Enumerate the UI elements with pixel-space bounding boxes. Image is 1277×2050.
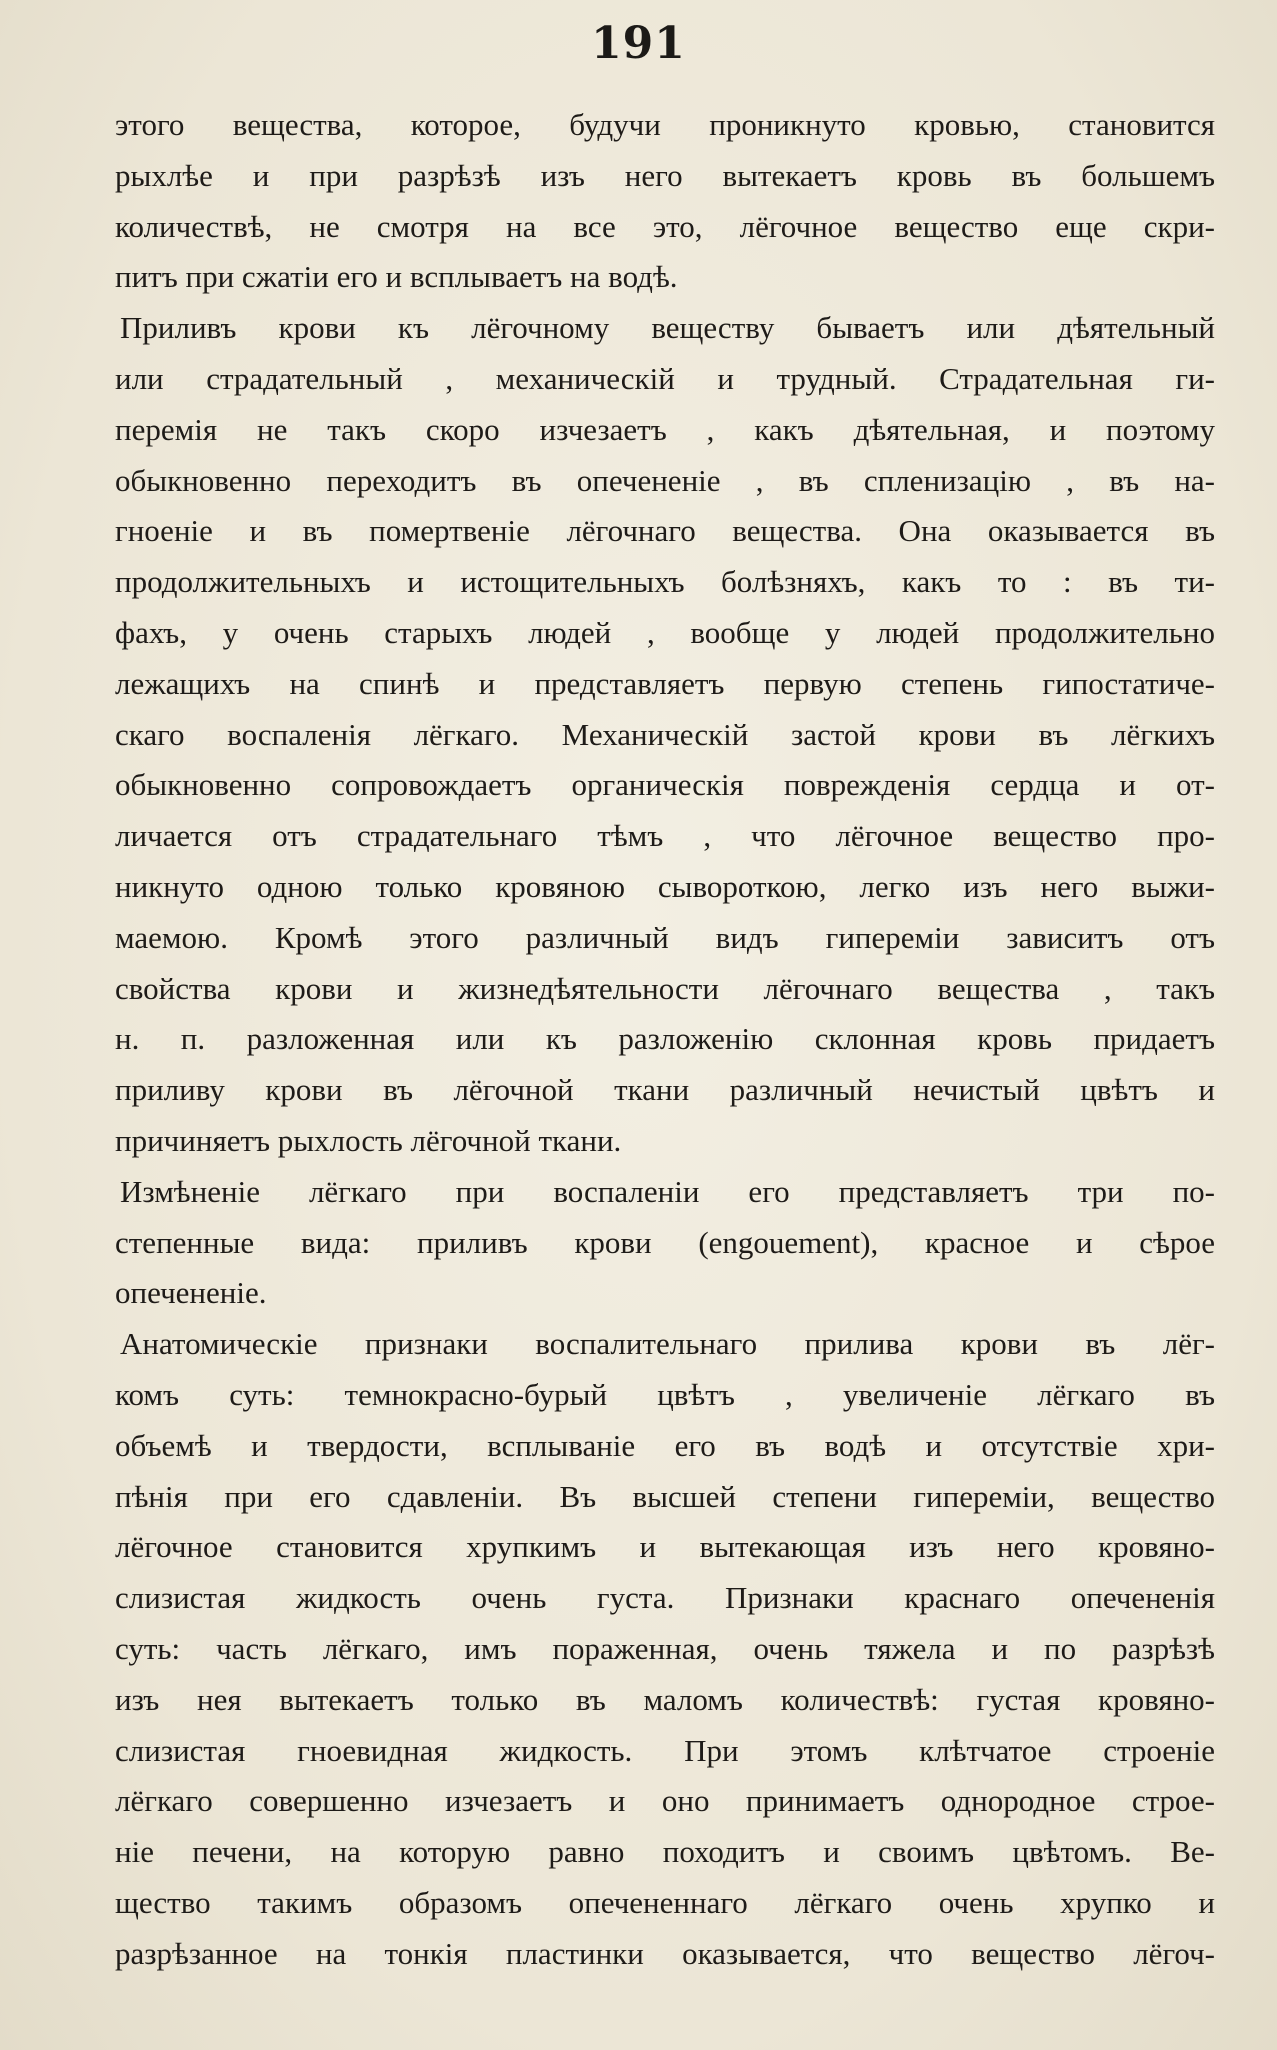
text-line: степенные вида: приливъ крови (engouement), красное и сѣрое [115,1224,1215,1260]
text-line: суть: часть лёгкаго, имъ пораженная, очень тяжела и по разрѣзѣ [115,1630,1215,1666]
text-line: лёгкаго совершенно изчезаетъ и оно принимаетъ однородное строе- [115,1783,1215,1819]
text-line: гноеніе и въ помертвеніе лёгочнаго вещества. Она оказывается въ [115,513,1215,549]
text-line: рыхлѣе и при разрѣзѣ изъ него вытекаетъ кровь въ большемъ [115,157,1215,193]
text-line: объемѣ и твердости, всплываніе его въ водѣ и отсутствіе хри- [115,1427,1215,1463]
text-line: разрѣзанное на тонкія пластинки оказывается, что вещество лёгоч- [115,1935,1215,1971]
text-line: питъ при сжатіи его и всплываетъ на водѣ. [115,259,678,295]
text-line: слизистая жидкость очень густа. Признаки краснаго опечененія [115,1580,1215,1616]
text-line: щество такимъ образомъ опечененнаго лёгкаго очень хрупко и [115,1884,1215,1920]
text-line: н. п. разложенная или къ разложенію склонная кровь придаетъ [115,1021,1215,1057]
text-line: обыкновенно сопровождаетъ органическія поврежденія сердца и от- [115,767,1215,803]
page-number: 191 [591,18,686,69]
text-line: Анатомическіе признаки воспалительнаго прилива крови въ лёг- [120,1326,1215,1362]
text-line: маемою. Кромѣ этого различный видъ гипереміи зависитъ отъ [115,919,1215,955]
text-line: или страдательный , механическій и трудный. Страдательная ги- [115,360,1215,396]
text-line: скаго воспаленія лёгкаго. Механическій застой крови въ лёгкихъ [115,716,1215,752]
text-line: изъ нея вытекаетъ только въ маломъ количествѣ: густая кровяно- [115,1681,1215,1717]
text-line: личается отъ страдательнаго тѣмъ , что лёгочное вещество про- [115,818,1215,854]
text-line: лежащихъ на спинѣ и представляетъ первую степень гипостатиче- [115,665,1215,701]
text-line: перемія не такъ скоро изчезаетъ , какъ дѣятельная, и поэтому [115,411,1215,447]
text-line: свойства крови и жизнедѣятельности лёгочнаго вещества , такъ [115,970,1215,1006]
text-line: фахъ, у очень старыхъ людей , вообще у людей продолжительно [115,614,1215,650]
text-line: комъ суть: темнокрасно-бурый цвѣтъ , увеличеніе лёгкаго въ [115,1376,1215,1412]
text-line: лёгочное становится хрупкимъ и вытекающая изъ него кровяно- [115,1529,1215,1565]
text-line: ніе печени, на которую равно походитъ и своимъ цвѣтомъ. Ве- [115,1834,1215,1870]
text-line: обыкновенно переходитъ въ опечененіе , въ спленизацію , въ на- [115,462,1215,498]
text-line: пѣнія при его сдавленіи. Въ высшей степени гипереміи, вещество [115,1478,1215,1514]
text-line: опечененіе. [115,1275,267,1311]
text-line: слизистая гноевидная жидкость. При этомъ клѣтчатое строеніе [115,1732,1215,1768]
text-line: причиняетъ рыхлость лёгочной ткани. [115,1122,622,1158]
text-line: никнуто одною только кровяною сывороткою, легко изъ него выжи- [115,868,1215,904]
text-line: количествѣ, не смотря на все это, лёгочное вещество еще скри- [115,208,1215,244]
text-line: этого вещества, которое, будучи проникнуто кровью, становится [115,107,1215,142]
text-line: Приливъ крови къ лёгочному веществу бываетъ или дѣятельный [120,310,1215,346]
text-line: продолжительныхъ и истощительныхъ болѣзняхъ, какъ то : въ ти- [115,564,1215,600]
page-text-block [115,100,1215,1979]
text-line: приливу крови въ лёгочной ткани различный нечистый цвѣтъ и [115,1072,1215,1108]
text-line: Измѣненіе лёгкаго при воспаленіи его представляетъ три по- [120,1173,1215,1209]
